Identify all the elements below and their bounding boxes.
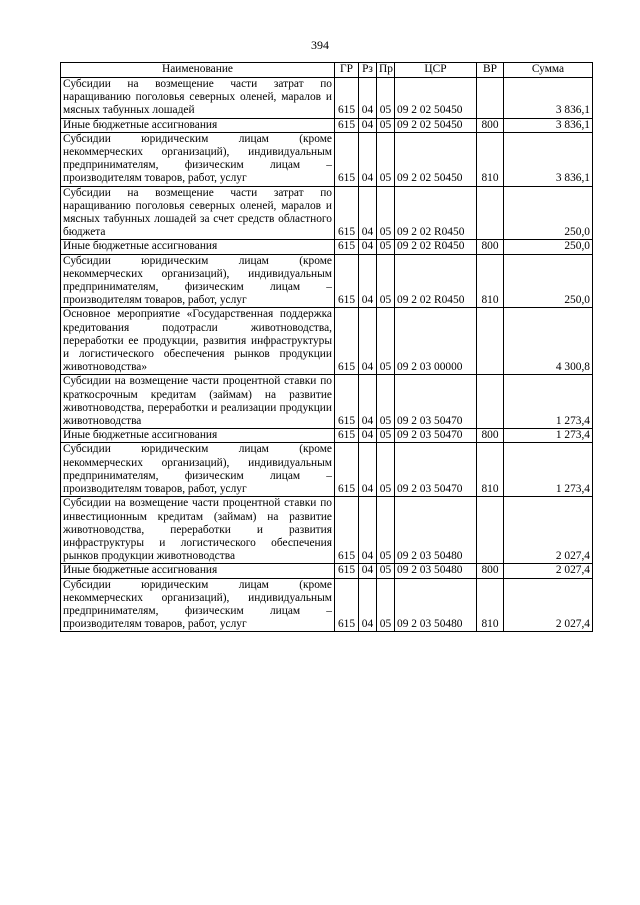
column-header-pr: Пр (377, 63, 395, 78)
row-name: Субсидии юридическим лицам (кроме некоммерческих организаций), индивидуальным предпринимателям, физическим лицам – производителям товаров, работ, услуг (61, 254, 335, 308)
row-gr: 615 (335, 254, 359, 308)
column-header-gr: ГР (335, 63, 359, 78)
row-sum: 1 273,4 (504, 429, 593, 443)
row-name: Иные бюджетные ассигнования (61, 240, 335, 254)
row-vr (477, 78, 504, 119)
row-gr: 615 (335, 375, 359, 429)
row-rz: 04 (359, 308, 377, 375)
row-vr: 810 (477, 443, 504, 497)
row-pr: 05 (377, 240, 395, 254)
row-csr: 09 2 03 00000 (395, 308, 477, 375)
row-csr: 09 2 02 R0450 (395, 240, 477, 254)
row-csr: 09 2 02 50450 (395, 118, 477, 132)
row-rz: 04 (359, 443, 377, 497)
row-pr: 05 (377, 132, 395, 186)
row-vr: 800 (477, 118, 504, 132)
table-row (61, 254, 593, 308)
row-pr: 05 (377, 429, 395, 443)
table-header-row (61, 63, 593, 78)
row-name: Субсидии на возмещение части затрат по наращиванию поголовья северных оленей, маралов и мясных табунных лошадей (61, 78, 335, 119)
row-name: Субсидии на возмещение части затрат по наращиванию поголовья северных оленей, маралов и мясных табунных лошадей за счет средств областного бюджета (61, 186, 335, 240)
row-pr: 05 (377, 375, 395, 429)
row-sum: 2 027,4 (504, 578, 593, 632)
row-name: Субсидии на возмещение части процентной ставки по инвестиционным кредитам (займам) на развитие животноводства, переработки и развития инфраструктуры и логистического обеспечения рынков продукции животноводства (61, 497, 335, 564)
row-pr: 05 (377, 308, 395, 375)
row-name: Субсидии на возмещение части процентной ставки по краткосрочным кредитам (займам) на развитие животноводства, переработки и реализации продукции животноводства (61, 375, 335, 429)
page-number: 394 (311, 38, 329, 52)
row-rz: 04 (359, 429, 377, 443)
row-csr: 09 2 03 50470 (395, 375, 477, 429)
column-header-csr: ЦСР (395, 63, 477, 78)
row-vr: 810 (477, 132, 504, 186)
row-rz: 04 (359, 254, 377, 308)
row-rz: 04 (359, 578, 377, 632)
row-vr: 800 (477, 429, 504, 443)
row-vr (477, 497, 504, 564)
row-name: Иные бюджетные ассигнования (61, 564, 335, 578)
row-name: Иные бюджетные ассигнования (61, 118, 335, 132)
row-rz: 04 (359, 78, 377, 119)
column-header-vr: ВР (477, 63, 504, 78)
row-sum: 250,0 (504, 240, 593, 254)
row-rz: 04 (359, 497, 377, 564)
row-name: Субсидии юридическим лицам (кроме некоммерческих организаций), индивидуальным предпринимателям, физическим лицам – производителям товаров, работ, услуг (61, 443, 335, 497)
table-row (61, 132, 593, 186)
row-rz: 04 (359, 240, 377, 254)
table-row (61, 429, 593, 443)
row-csr: 09 2 03 50470 (395, 429, 477, 443)
table-row (61, 240, 593, 254)
row-vr: 810 (477, 578, 504, 632)
row-sum: 1 273,4 (504, 443, 593, 497)
row-name: Иные бюджетные ассигнования (61, 429, 335, 443)
row-vr (477, 186, 504, 240)
row-gr: 615 (335, 308, 359, 375)
row-pr: 05 (377, 443, 395, 497)
row-gr: 615 (335, 497, 359, 564)
row-csr: 09 2 03 50480 (395, 578, 477, 632)
row-sum: 1 273,4 (504, 375, 593, 429)
row-sum: 2 027,4 (504, 497, 593, 564)
row-name: Основное мероприятие «Государственная поддержка кредитования подотрасли животноводства, переработки ее продукции, развития инфраструктуры и логистического обеспечения рынков продукции животноводства» (61, 308, 335, 375)
row-csr: 09 2 03 50480 (395, 497, 477, 564)
row-csr: 09 2 03 50480 (395, 564, 477, 578)
row-gr: 615 (335, 186, 359, 240)
row-gr: 615 (335, 78, 359, 119)
row-sum: 2 027,4 (504, 564, 593, 578)
table-row (61, 443, 593, 497)
row-rz: 04 (359, 132, 377, 186)
table-row (61, 186, 593, 240)
row-name: Субсидии юридическим лицам (кроме некоммерческих организаций), индивидуальным предпринимателям, физическим лицам – производителям товаров, работ, услуг (61, 132, 335, 186)
row-csr: 09 2 02 R0450 (395, 254, 477, 308)
row-csr: 09 2 02 50450 (395, 132, 477, 186)
row-vr: 800 (477, 564, 504, 578)
row-vr: 800 (477, 240, 504, 254)
row-gr: 615 (335, 578, 359, 632)
row-gr: 615 (335, 240, 359, 254)
row-rz: 04 (359, 375, 377, 429)
row-gr: 615 (335, 118, 359, 132)
table-row (61, 308, 593, 375)
row-pr: 05 (377, 578, 395, 632)
row-vr (477, 308, 504, 375)
row-gr: 615 (335, 564, 359, 578)
row-gr: 615 (335, 132, 359, 186)
row-pr: 05 (377, 254, 395, 308)
table-row (61, 78, 593, 119)
row-rz: 04 (359, 564, 377, 578)
row-sum: 250,0 (504, 186, 593, 240)
row-csr: 09 2 03 50470 (395, 443, 477, 497)
row-pr: 05 (377, 118, 395, 132)
table-row (61, 375, 593, 429)
column-header-name: Наименование (61, 63, 335, 78)
row-sum: 3 836,1 (504, 132, 593, 186)
table-row (61, 564, 593, 578)
table-row (61, 497, 593, 564)
row-name: Субсидии юридическим лицам (кроме некоммерческих организаций), индивидуальным предпринимателям, физическим лицам – производителям товаров, работ, услуг (61, 578, 335, 632)
row-gr: 615 (335, 429, 359, 443)
row-vr (477, 375, 504, 429)
row-sum: 250,0 (504, 254, 593, 308)
row-pr: 05 (377, 564, 395, 578)
row-pr: 05 (377, 497, 395, 564)
row-pr: 05 (377, 186, 395, 240)
row-sum: 4 300,8 (504, 308, 593, 375)
row-vr: 810 (477, 254, 504, 308)
row-rz: 04 (359, 118, 377, 132)
row-gr: 615 (335, 443, 359, 497)
row-csr: 09 2 02 50450 (395, 78, 477, 119)
table-row (61, 578, 593, 632)
table-row (61, 118, 593, 132)
budget-table (60, 62, 593, 632)
row-csr: 09 2 02 R0450 (395, 186, 477, 240)
column-header-rz: Рз (359, 63, 377, 78)
column-header-sum: Сумма (504, 63, 593, 78)
row-rz: 04 (359, 186, 377, 240)
row-sum: 3 836,1 (504, 78, 593, 119)
row-pr: 05 (377, 78, 395, 119)
row-sum: 3 836,1 (504, 118, 593, 132)
